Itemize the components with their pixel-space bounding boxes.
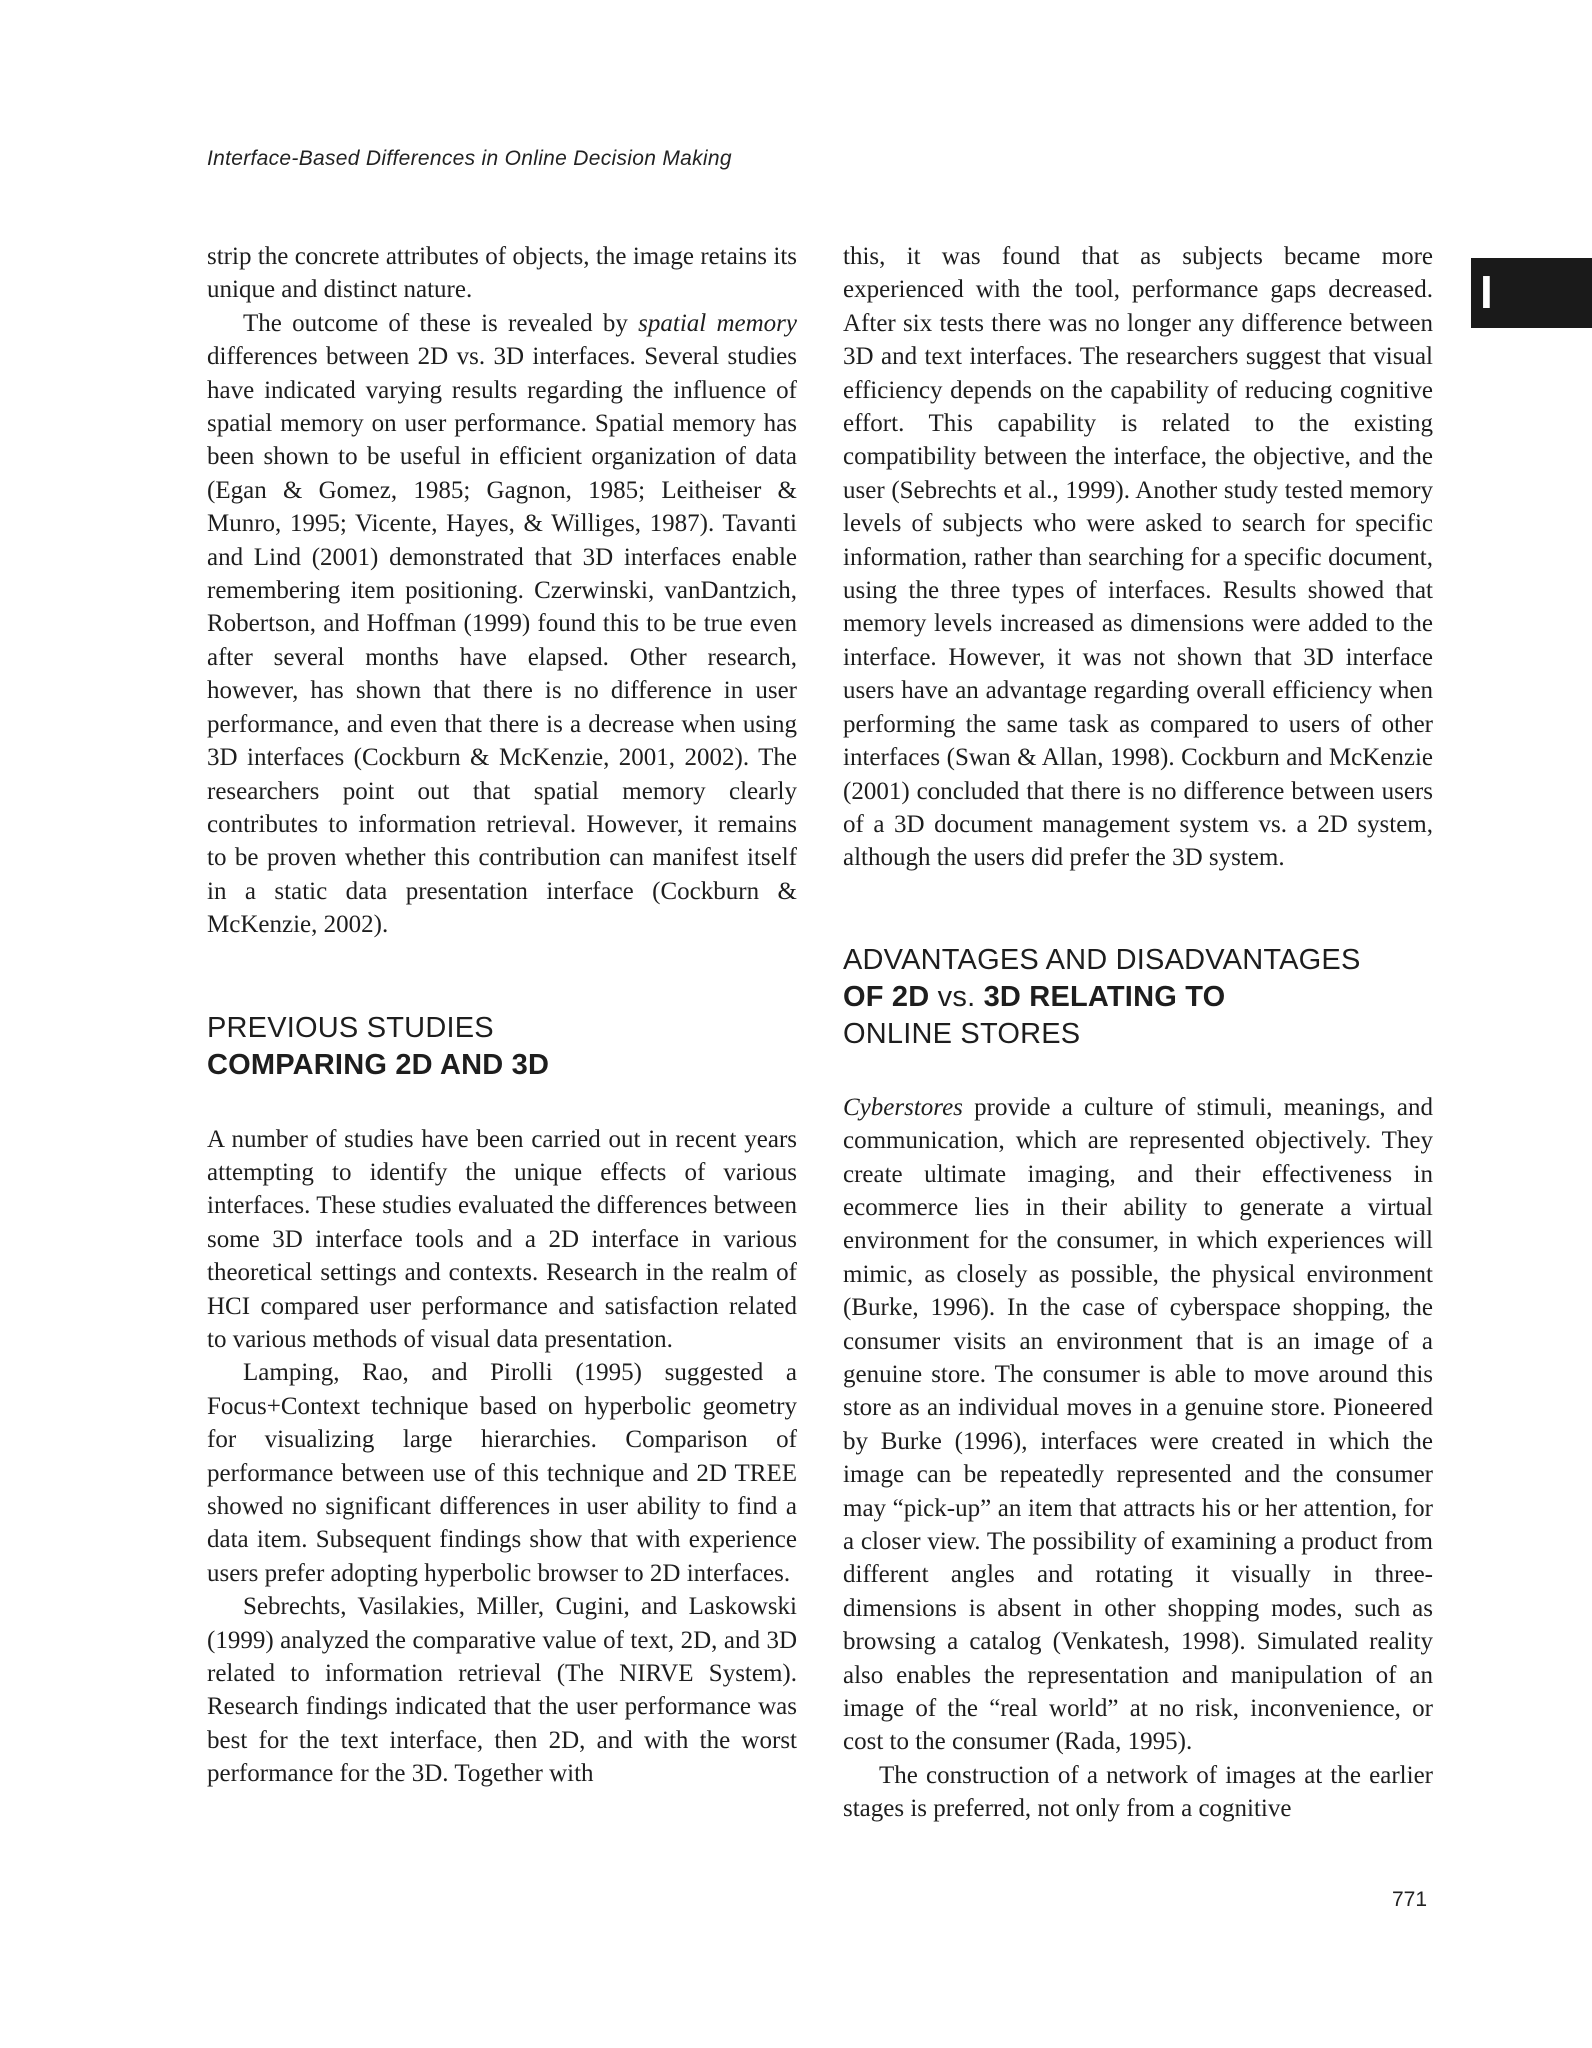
- paragraph-lead: The outcome of these is revealed by: [243, 309, 639, 337]
- paragraph: [843, 1091, 1433, 1759]
- paragraph: Sebrechts, Vasilakies, Miller, Cugini, and Laskowski (1999) analyzed the comparative value of text, 2D, and 3D related to information retrieval (The NIRVE System). Research findings indicated that the user performance was best for the text interface, then 2D, and with the worst performance for the 3D. Together with: [207, 1593, 797, 1788]
- emphasis-term: Cyberstores: [843, 1093, 963, 1121]
- paragraph-body: provide a culture of stimuli, meanings, and communication, which are represented objectively. They create ultimate imaging, and their effectiveness in ecommerce lies in their ability to generate a virtual environment for the consumer, in which experiences will mimic, as closely as possible, the physical environment (Burke, 1996). In the case of cyberspace shopping, the consumer visits an environment that is an image of a genuine store. The consumer is able to move around this store as an individual moves in a genuine store. Pioneered by Burke (1996), interfaces were created in which the image can be repeatedly represented and the consumer may “pick-up” an item that attracts his or her attention, for a closer view. The possibility of examining a product from different angles and rotating it visually in three-dimensions is absent in other shopping modes, such as browsing a catalog (Venkatesh, 1998). Simulated reality also enables the representation and manipulation of an image of the “real world” at no risk, inconvenience, or cost to the consumer (Rada, 1995).: [843, 1093, 1433, 1756]
- heading-line: PREVIOUS STUDIES: [207, 1011, 494, 1044]
- page-number: 771: [1392, 1888, 1428, 1911]
- section-heading-advantages: [843, 942, 1433, 1053]
- heading-line-bold: COMPARING 2D AND 3D: [207, 1048, 550, 1081]
- paragraph: strip the concrete attributes of objects, the image retains its unique and distinct nature.: [207, 243, 797, 304]
- running-head: Interface-Based Differences in Online Decision Making: [207, 147, 732, 170]
- heading-vs: vs.: [929, 980, 984, 1013]
- paragraph: [207, 307, 797, 942]
- thumb-tab-letter: I: [1480, 266, 1493, 318]
- heading-line-bold: 3D RELATING TO: [983, 980, 1226, 1013]
- section-thumb-tab: [1471, 258, 1592, 328]
- paragraph: this, it was found that as subjects became more experienced with the tool, performance gaps decreased. After six tests there was no longer any difference between 3D and text interfaces. The researchers suggest that visual efficiency depends on the capability of reducing cognitive effort. This capability is related to the existing compatibility between the interface, the objective, and the user (Sebrechts et al., 1999). Another study tested memory levels of subjects who were asked to search for specific information, rather than searching for a specific document, using the three types of interfaces. Results showed that memory levels increased as dimensions were added to the interface. However, it was not shown that 3D interface users have an advantage regarding overall efficiency when performing the same task as compared to users of other interfaces (Swan & Allan, 1998). Cockburn and McKenzie (2001) concluded that there is no difference between users of a 3D document management system vs. a 2D system, although the users did prefer the 3D system.: [843, 243, 1433, 872]
- emphasis-term: spatial memory: [638, 309, 797, 337]
- section-heading-previous-studies: [207, 1010, 797, 1084]
- paragraph-body: differences between 2D vs. 3D interfaces. Several studies have indicated varying results regarding the influence of spatial memory on user performance. Spatial memory has been shown to be useful in efficient organization of data (Egan & Gomez, 1985; Gagnon, 1985; Leitheiser & Munro, 1995; Vicente, Hayes, & Williges, 1987). Tavanti and Lind (2001) demonstrated that 3D interfaces enable remembering item positioning. Czerwinski, vanDantzich, Robertson, and Hoffman (1999) found this to be true even after several months have elapsed. Other research, however, has shown that there is no difference in user performance, and even that there is a decrease when using 3D interfaces (Cockburn & McKenzie, 2001, 2002). The researchers point out that spatial memory clearly contributes to information retrieval. However, it remains to be proven whether this contribution can manifest itself in a static data presentation interface (Cockburn & McKenzie, 2002).: [207, 343, 797, 939]
- paragraph: Lamping, Rao, and Pirolli (1995) suggested a Focus+Context technique based on hyperbolic geometry for visualizing large hierarchies. Comparison of performance between use of this technique and 2D TREE showed no significant differences in user ability to find a data item. Subsequent findings show that with experience users prefer adopting hyperbolic browser to 2D interfaces.: [207, 1359, 797, 1587]
- heading-line: ONLINE STORES: [843, 1017, 1081, 1050]
- paragraph: A number of studies have been carried out in recent years attempting to identify the unique effects of various interfaces. These studies evaluated the differences between some 3D interface tools and a 2D interface in various theoretical settings and contexts. Research in the realm of HCI compared user performance and satisfaction related to various methods of visual data presentation.: [207, 1125, 797, 1353]
- right-column: [843, 240, 1433, 1826]
- heading-line: ADVANTAGES AND DISADVANTAGES: [843, 943, 1361, 976]
- left-column: [207, 240, 797, 1791]
- heading-line-bold: OF 2D: [843, 980, 930, 1013]
- paragraph: The construction of a network of images at the earlier stages is preferred, not only from a cognitive: [843, 1761, 1433, 1823]
